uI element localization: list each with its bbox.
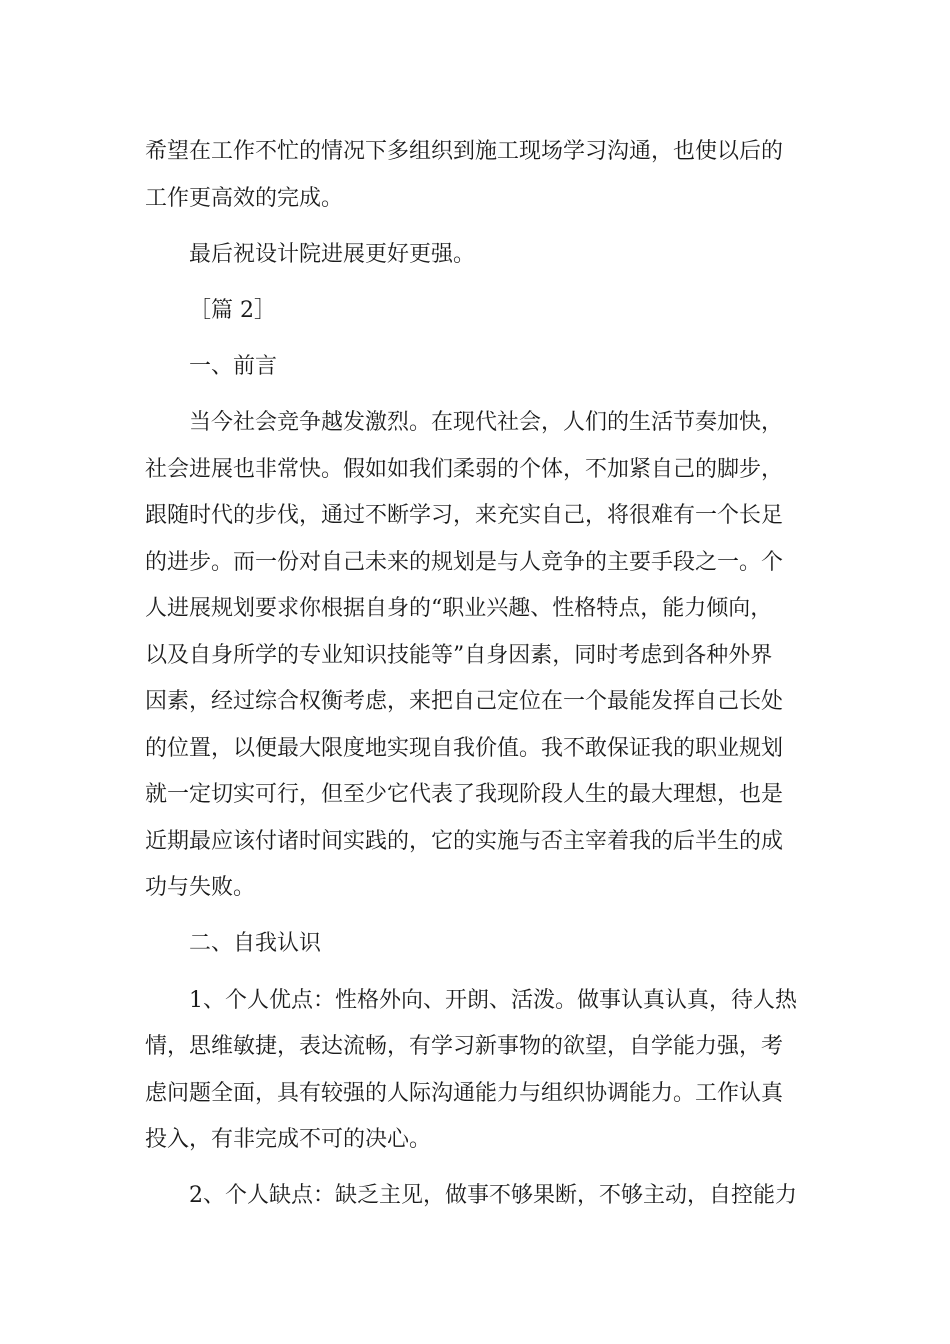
text-line: 2、个人缺点：缺乏主见，做事不够果断，不够主动，自控能力 — [189, 1183, 797, 1209]
text-line: 1、个人优点：性格外向、开朗、活泼。做事认真认真，待人热 — [189, 987, 797, 1013]
text-line: 工作更高效的完成。 — [145, 185, 344, 211]
text-line: 的位置，以便最大限度地实现自我价值。我不敢保证我的职业规划 — [145, 735, 784, 761]
text-line: 以及自身所学的专业知识技能等”自身因素，同时考虑到各种外界 — [145, 642, 773, 668]
text-line: 虑问题全面，具有较强的人际沟通能力与组织协调能力。工作认真 — [145, 1080, 784, 1106]
text-line: 社会进展也非常快。假如如我们柔弱的个体，不加紧自己的脚步， — [145, 456, 784, 482]
text-line: 情，思维敏捷，表达流畅，有学习新事物的欲望，自学能力强，考 — [145, 1034, 784, 1060]
text-line: 投入，有非完成不可的决心。 — [145, 1127, 432, 1153]
text-line: 一、前言 — [189, 354, 278, 380]
text-line: 希望在工作不忙的情况下多组织到施工现场学习沟通，也使以后的 — [145, 139, 784, 164]
document-page — [145, 129, 805, 1220]
text-line: 近期最应该付诸时间实践的，它的实施与否主宰着我的后半生的成 — [145, 828, 784, 854]
text-line: 因素，经过综合权衡考虑，来把自己定位在一个最能发挥自己长处 — [145, 689, 784, 715]
section-marker — [145, 288, 805, 335]
paragraph-strengths — [145, 978, 805, 1164]
text-line: ［篇 2］ — [189, 297, 276, 323]
text-line: 二、自我认识 — [189, 931, 322, 957]
paragraph-closing-hope — [145, 129, 805, 222]
text-line: 人进展规划要求你根据自身的“职业兴趣、性格特点，能力倾向， — [145, 596, 773, 622]
heading-preface — [145, 344, 805, 391]
paragraph-weaknesses — [145, 1173, 805, 1220]
heading-self-awareness — [145, 921, 805, 968]
text-line: 功与失败。 — [145, 875, 256, 901]
text-line: 就一定切实可行，但至少它代表了我现阶段人生的最大理想，也是 — [145, 782, 784, 808]
text-line: 当今社会竞争越发激烈。在现代社会，人们的生活节奏加快， — [189, 410, 784, 436]
text-line: 最后祝设计院进展更好更强。 — [189, 241, 476, 267]
paragraph-closing-wish — [145, 232, 805, 279]
text-line: 跟随时代的步伐，通过不断学习，来充实自己，将很难有一个长足 — [145, 503, 784, 529]
paragraph-preface-body — [145, 400, 805, 912]
text-line: 的进步。而一份对自己未来的规划是与人竞争的主要手段之一。个 — [145, 549, 784, 575]
